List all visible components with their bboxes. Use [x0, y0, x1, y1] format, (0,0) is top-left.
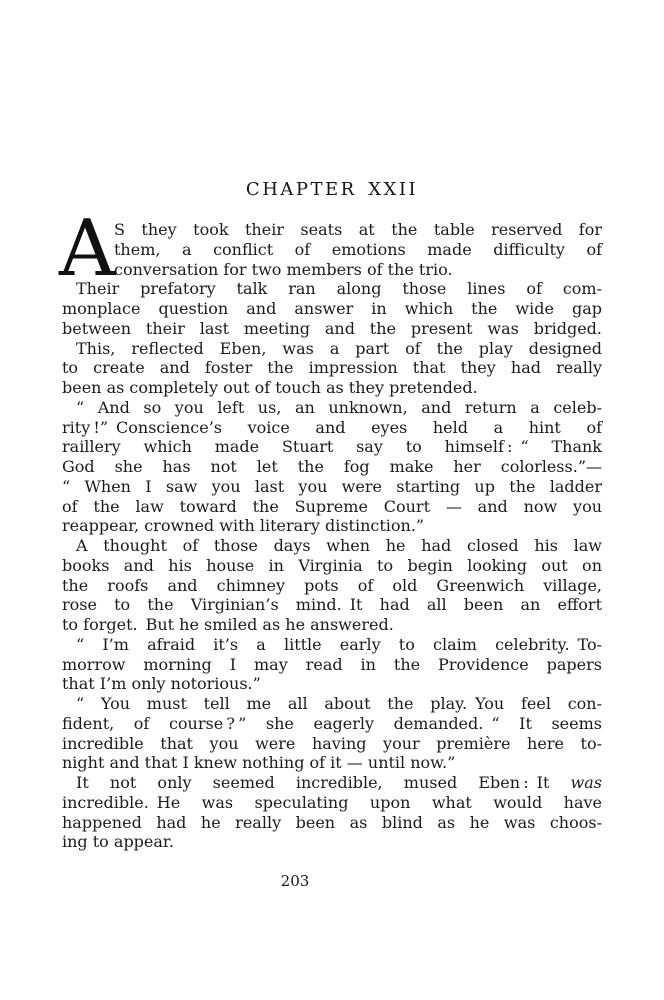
text-block [59, 204, 602, 852]
text-line: “ When I saw you last you were starting up the ladder [62, 476, 602, 496]
text-line [62, 773, 602, 793]
text-line: raillery which made Stuart say to himself : “ Thank [62, 437, 602, 457]
text-run: It not only seemed incredible, mused Eben : It [76, 773, 571, 792]
page-number: 203 [280, 872, 310, 890]
text-line: “ I’m afraid it’s a little early to claim celebrity. To- [76, 634, 602, 654]
paragraph [62, 339, 602, 398]
text-line: conversation for two members of the trio. [114, 259, 453, 279]
text-line: “ You must tell me all about the play. You feel con- [76, 694, 602, 713]
italic-word: was [570, 773, 602, 792]
text-line: “ And so you left us, an unknown, and return a celeb- [76, 397, 602, 417]
paragraph [62, 398, 602, 536]
text-line: monplace question and answer in which the wide gap [62, 299, 602, 318]
text-line: to create and foster the impression that they had really [62, 358, 602, 378]
text-line: incredible that you were having your première here to- [62, 733, 602, 753]
text-line: rose to the Virginian’s mind. It had all been an effort [62, 595, 602, 615]
paragraph [62, 773, 602, 852]
drop-cap-letter: A [59, 204, 116, 294]
text-line: This, reflected Eben, was a part of the play designed [76, 338, 602, 358]
text-line: to forget. But he smiled as he answered. [62, 615, 394, 634]
text-line: ing to appear. [62, 832, 174, 852]
chapter-heading: CHAPTER XXII [245, 179, 419, 200]
text-line: rity !” Conscience’s voice and eyes held a hint of [62, 417, 602, 437]
text-line: that I’m only notorious.” [62, 674, 261, 694]
text-line: been as completely out of touch as they pretended. [62, 378, 478, 397]
text-line: S they took their seats at the table reserved for [114, 220, 602, 239]
text-line: God she has not let the fog make her colorless.”— [62, 457, 602, 476]
text-line: books and his house in Virginia to begin looking out on [62, 555, 602, 575]
text-line: between their last meeting and the present was bridged. [62, 318, 602, 338]
paragraph [62, 536, 602, 635]
text-line: incredible. He was speculating upon what would have [62, 792, 602, 812]
text-line: reappear, crowned with literary distinction.” [62, 516, 425, 536]
paragraph [62, 635, 602, 694]
text-line: the roofs and chimney pots of old Greenwich village, [62, 575, 602, 595]
text-line: happened had he really been as blind as he was choos- [62, 812, 602, 832]
text-line: Their prefatory talk ran along those lines of com- [76, 279, 602, 299]
text-line: morrow morning I may read in the Providence papers [62, 654, 602, 674]
paragraph [62, 279, 602, 338]
text-line: night and that I knew nothing of it — until now.” [62, 753, 456, 773]
text-line: A thought of those days when he had closed his law [76, 536, 602, 555]
paragraph [62, 694, 602, 773]
text-line: fident, of course ? ” she eagerly demanded. “ It seems [62, 713, 602, 733]
text-line: of the law toward the Supreme Court — and now you [62, 496, 602, 516]
text-line: them, a conflict of emotions made difficulty of [114, 239, 602, 259]
